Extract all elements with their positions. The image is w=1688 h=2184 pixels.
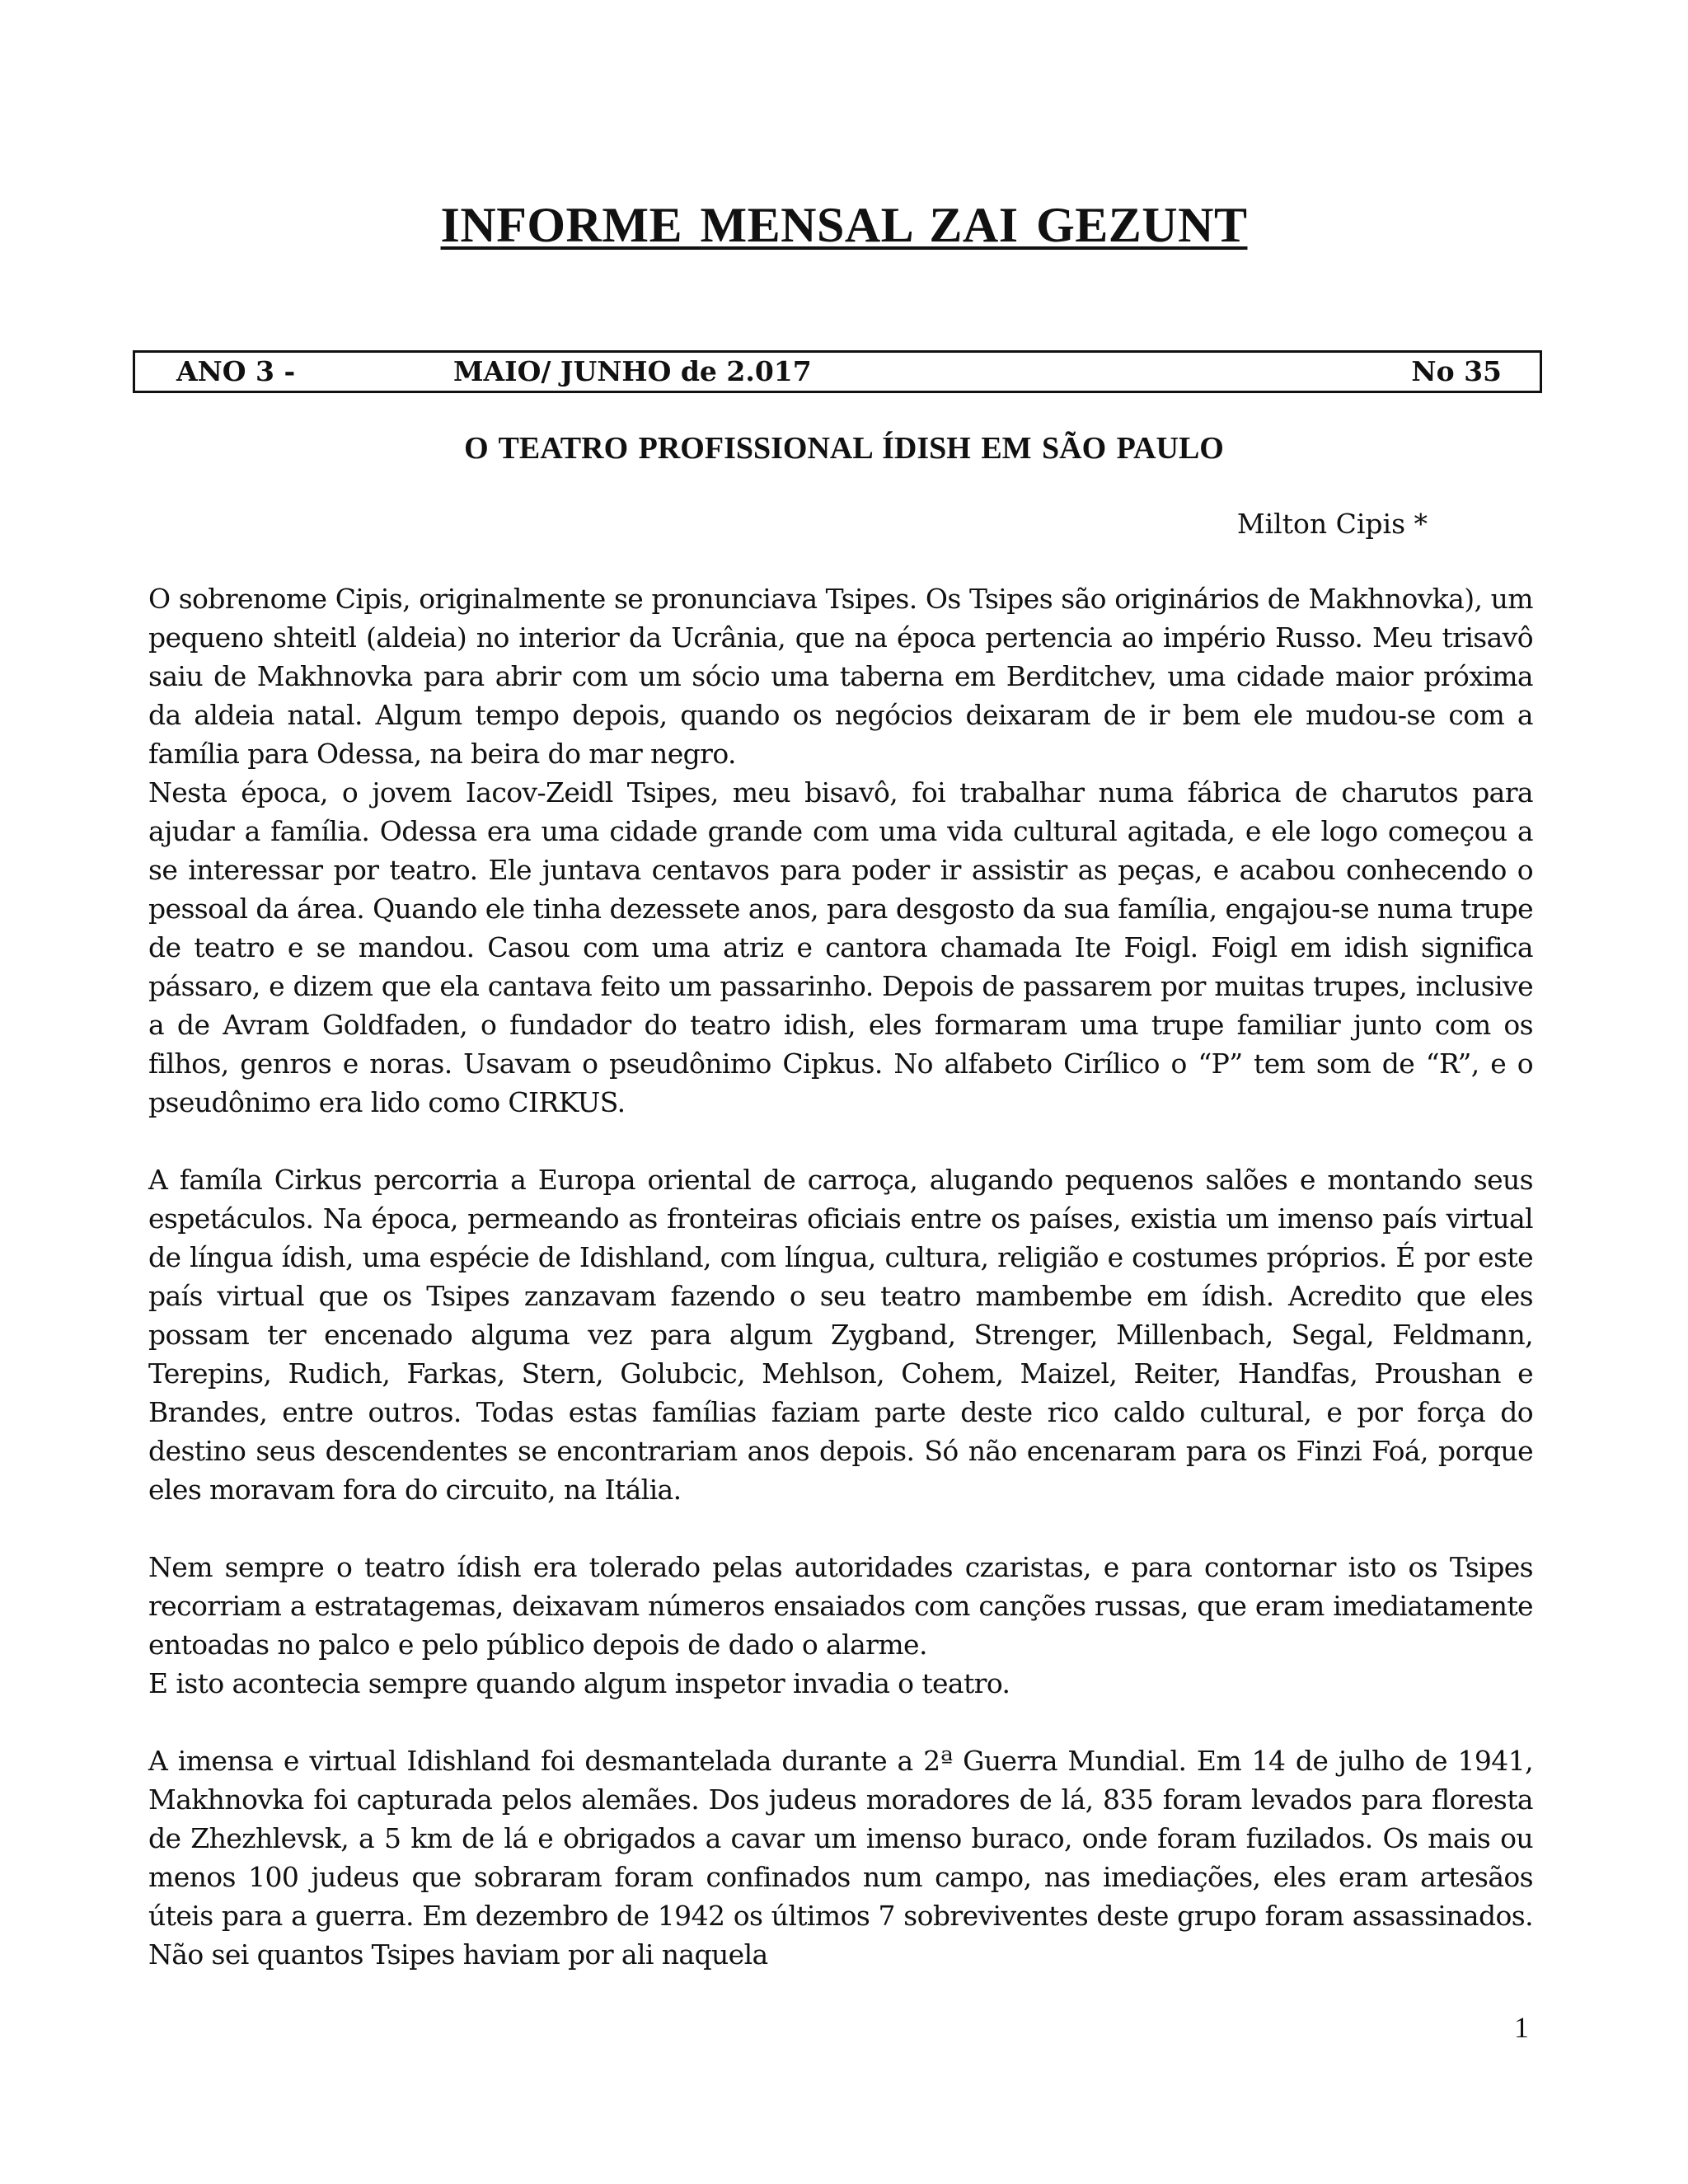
- paragraph: A imensa e virtual Idishland foi desmantelada durante a 2ª Guerra Mundial. Em 14 de julho de 1941, Makhnovka foi capturada pelos alemães. Dos judeus moradores de lá, 835 foram levados para floresta de Zhezhlevsk, a 5 km de lá e obrigados a cavar um imenso buraco, onde foram fuzilados. Os mais ou menos 100 judeus que sobraram foram confinados num campo, nas imediações, eles eram artesãos úteis para a guerra. Em dezembro de 1942 os últimos 7 sobreviventes deste grupo foram assassinados. Não sei quantos Tsipes haviam por ali naquela: [148, 1745, 1533, 1971]
- paragraph: A famíla Cirkus percorria a Europa oriental de carroça, alugando pequenos salões e montando seus espetáculos. Na época, permeando as fronteiras oficiais entre os países, existia um imenso país virtual de língua ídish, uma espécie de Idishland, com língua, cultura, religião e costumes próprios. É por este país virtual que os Tsipes zanzavam fazendo o seu teatro mambembe em ídish. Acredito que eles possam ter encenado alguma vez para algum Zygband, Strenger, Millenbach, Segal, Feldmann, Terepins, Rudich, Farkas, Stern, Golubcic, Mehlson, Cohem, Maizel, Reiter, Handfas, Proushan e Brandes, entre outros. Todas estas famílias faziam parte deste rico caldo cultural, e por força do destino seus descendentes se encontrariam anos depois. Só não encenaram para os Finzi Foá, porque eles moravam fora do circuito, na Itália.: [148, 1164, 1533, 1506]
- paragraph: Nem sempre o teatro ídish era tolerado pelas autoridades czaristas, e para contornar isto os Tsipes recorriam a estratagemas, deixavam números ensaiados com canções russas, que eram imediatamente entoadas no palco e pelo público depois de dado o alarme.: [148, 1551, 1533, 1661]
- issue-date: MAIO/ JUNHO de 2.017: [453, 355, 812, 387]
- paragraph: Nesta época, o jovem Iacov-Zeidl Tsipes, meu bisavô, foi trabalhar numa fábrica de charutos para ajudar a família. Odessa era uma cidade grande com uma vida cultural agitada, e ele logo começou a se interessar por teatro. Ele juntava centavos para poder ir assistir as peças, e acabou conhecendo o pessoal da área. Quando ele tinha dezessete anos, para desgosto da sua família, engajou-se numa trupe de teatro e se mandou. Casou com uma atriz e cantora chamada Ite Foigl. Foigl em idish significa pássaro, e dizem que ela cantava feito um passarinho. Depois de passarem por muitas trupes, inclusive a de Avram Goldfaden, o fundador do teatro idish, eles formaram uma trupe familiar junto com os filhos, genros e noras. Usavam o pseudônimo Cipkus. No alfabeto Cirílico o “P” tem som de “R”, e o pseudônimo era lido como CIRKUS.: [148, 776, 1533, 1118]
- article-author: Milton Cipis *: [1236, 508, 1428, 540]
- paragraph: O sobrenome Cipis, originalmente se pronunciava Tsipes. Os Tsipes são originários de Makhnovka), um pequeno shteitl (aldeia) no interior da Ucrânia, que na época pertencia ao império Russo. Meu trisavô saiu de Makhnovka para abrir com um sócio uma taberna em Berditchev, uma cidade maior próxima da aldeia natal. Algum tempo depois, quando os negócios deixaram de ir bem ele mudou-se com a família para Odessa, na beira do mar negro.: [148, 583, 1533, 770]
- newsletter-title: INFORME MENSAL ZAI GEZUNT: [440, 198, 1248, 252]
- issue-info-box: [133, 350, 1542, 393]
- article-body: [148, 579, 1533, 2013]
- page-number: 1: [1514, 2011, 1529, 2044]
- issue-year: ANO 3 -: [176, 355, 296, 387]
- article-title: O TEATRO PROFISSIONAL ÍDISH EM SÃO PAULO: [464, 431, 1224, 466]
- issue-number: No 35: [1411, 355, 1502, 387]
- paragraph: E isto acontecia sempre quando algum inspetor invadia o teatro.: [148, 1667, 1010, 1699]
